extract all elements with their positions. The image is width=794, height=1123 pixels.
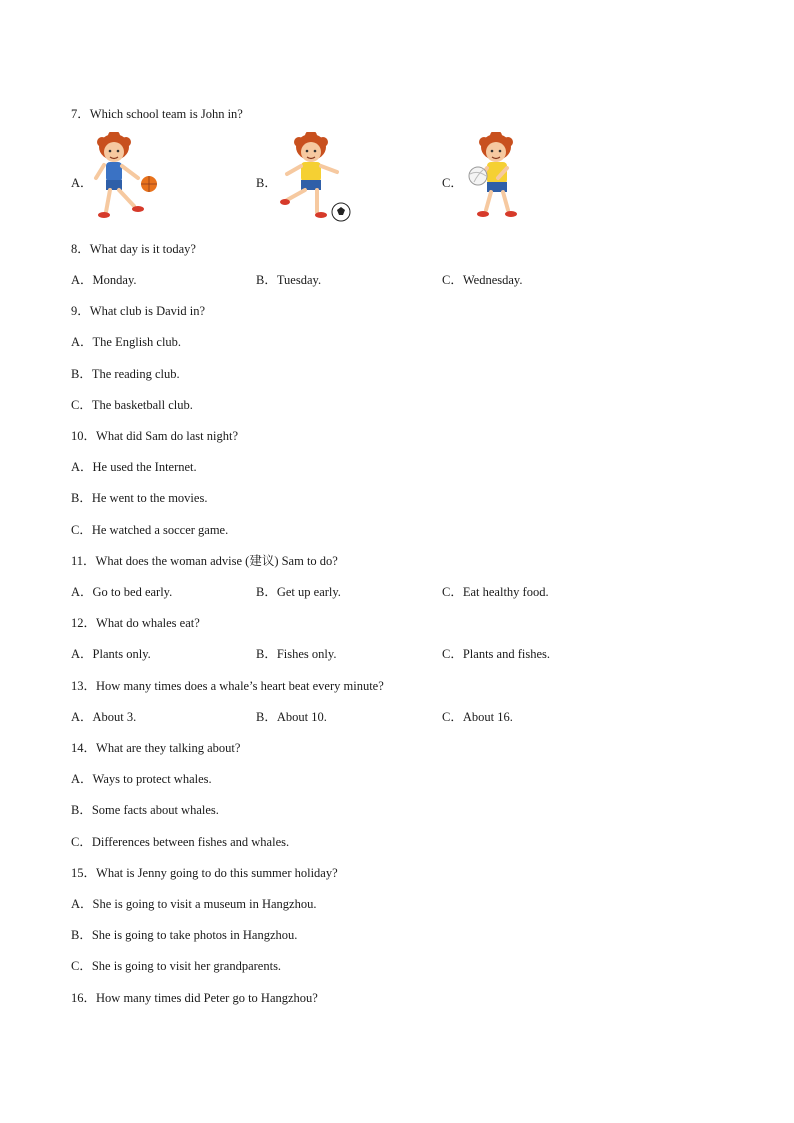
question-text: What are they talking about? bbox=[96, 741, 241, 755]
option-letter: B． bbox=[256, 273, 277, 287]
option-text: He went to the movies. bbox=[91, 491, 208, 505]
question-16 bbox=[71, 988, 318, 1006]
option-letter: B． bbox=[256, 647, 277, 661]
option-b[interactable] bbox=[71, 364, 180, 382]
question-number: 9． bbox=[71, 304, 90, 318]
option-c[interactable] bbox=[71, 956, 281, 974]
option-c[interactable] bbox=[442, 707, 513, 725]
option-letter: A． bbox=[71, 647, 93, 661]
option-b[interactable] bbox=[256, 707, 327, 725]
question-number: 13． bbox=[71, 679, 97, 693]
option-a[interactable] bbox=[71, 457, 197, 475]
question-text: How many times did Peter go to Hangzhou? bbox=[96, 991, 318, 1005]
option-a[interactable] bbox=[71, 707, 136, 725]
option-text: The English club. bbox=[92, 335, 182, 349]
option-text: Ways to protect whales. bbox=[92, 772, 212, 786]
option-letter-b[interactable]: B． bbox=[256, 176, 277, 190]
question-text: Which school team is John in? bbox=[89, 107, 243, 121]
question-number: 16． bbox=[71, 991, 97, 1005]
option-letter: A． bbox=[71, 273, 93, 287]
option-text: Fishes only. bbox=[276, 647, 337, 661]
option-text: Plants and fishes. bbox=[462, 647, 550, 661]
option-letter: C． bbox=[442, 710, 463, 724]
option-letter: A． bbox=[71, 460, 93, 474]
option-a[interactable] bbox=[71, 644, 151, 662]
option-a[interactable] bbox=[71, 332, 181, 350]
option-text: She is going to visit a museum in Hangzhou. bbox=[92, 897, 317, 911]
option-c[interactable] bbox=[442, 582, 549, 600]
option-letter: A． bbox=[71, 710, 93, 724]
question-11 bbox=[71, 551, 338, 569]
option-letter: C． bbox=[442, 273, 463, 287]
option-text: She is going to visit her grandparents. bbox=[91, 959, 282, 973]
option-text: Plants only. bbox=[92, 647, 151, 661]
question-13 bbox=[71, 676, 384, 694]
option-a[interactable] bbox=[71, 769, 212, 787]
option-text: Eat healthy food. bbox=[462, 585, 549, 599]
option-text: Monday. bbox=[92, 273, 137, 287]
question-number: 11． bbox=[71, 554, 96, 568]
option-text: He used the Internet. bbox=[92, 460, 197, 474]
option-c[interactable] bbox=[71, 395, 193, 413]
option-text: The reading club. bbox=[91, 367, 180, 381]
question-8 bbox=[71, 239, 196, 257]
option-letter: C． bbox=[71, 523, 92, 537]
option-c[interactable] bbox=[71, 520, 228, 538]
option-letter: C． bbox=[442, 585, 463, 599]
option-a[interactable] bbox=[71, 582, 172, 600]
option-letter: A． bbox=[71, 585, 93, 599]
question-14 bbox=[71, 738, 240, 756]
question-number: 8． bbox=[71, 242, 90, 256]
option-letter: B． bbox=[71, 928, 92, 942]
question-number: 12． bbox=[71, 616, 97, 630]
option-letter: B． bbox=[71, 803, 92, 817]
option-b[interactable] bbox=[71, 925, 297, 943]
option-letter: C． bbox=[71, 398, 92, 412]
question-number: 14． bbox=[71, 741, 97, 755]
question-text: What does the woman advise (建议) Sam to do? bbox=[95, 554, 338, 568]
option-text: Wednesday. bbox=[462, 273, 523, 287]
question-text: What do whales eat? bbox=[96, 616, 200, 630]
question-7 bbox=[71, 104, 243, 122]
question-number: 7． bbox=[71, 107, 90, 121]
option-letter: A． bbox=[71, 772, 93, 786]
option-text: About 10. bbox=[276, 710, 327, 724]
option-c[interactable] bbox=[442, 270, 522, 288]
option-letter-c[interactable]: C． bbox=[442, 176, 463, 190]
option-letter: A． bbox=[71, 897, 93, 911]
option-text: About 3. bbox=[92, 710, 137, 724]
boy-basketball-icon bbox=[92, 132, 162, 224]
option-letter: C． bbox=[71, 835, 92, 849]
option-text: Differences between fishes and whales. bbox=[91, 835, 290, 849]
option-letter: A． bbox=[71, 335, 93, 349]
option-a[interactable] bbox=[71, 894, 316, 912]
question-12 bbox=[71, 613, 200, 631]
option-text: Get up early. bbox=[276, 585, 341, 599]
question-text: What is Jenny going to do this summer holiday? bbox=[96, 866, 338, 880]
option-b[interactable] bbox=[256, 582, 341, 600]
option-letter: B． bbox=[71, 367, 92, 381]
option-text: The basketball club. bbox=[91, 398, 193, 412]
option-letter: B． bbox=[256, 710, 277, 724]
question-text: What did Sam do last night? bbox=[96, 429, 239, 443]
option-c[interactable] bbox=[71, 832, 289, 850]
option-text: Go to bed early. bbox=[92, 585, 173, 599]
boy-volleyball-icon bbox=[466, 132, 526, 224]
question-10 bbox=[71, 426, 238, 444]
question-text: What day is it today? bbox=[89, 242, 196, 256]
boy-soccer-icon bbox=[279, 132, 355, 224]
option-text: Tuesday. bbox=[276, 273, 322, 287]
question-number: 10． bbox=[71, 429, 97, 443]
option-text: About 16. bbox=[462, 710, 513, 724]
question-text: What club is David in? bbox=[89, 304, 206, 318]
question-15 bbox=[71, 863, 338, 881]
option-b[interactable] bbox=[256, 270, 321, 288]
option-b[interactable] bbox=[256, 644, 336, 662]
option-a[interactable] bbox=[71, 270, 137, 288]
question-9 bbox=[71, 301, 205, 319]
question-number: 15． bbox=[71, 866, 97, 880]
option-letter: C． bbox=[71, 959, 92, 973]
option-b[interactable] bbox=[71, 800, 219, 818]
option-b[interactable] bbox=[71, 488, 207, 506]
option-text: He watched a soccer game. bbox=[91, 523, 229, 537]
option-letter: C． bbox=[442, 647, 463, 661]
option-letter-a[interactable]: A． bbox=[71, 176, 93, 190]
option-letter: B． bbox=[71, 491, 92, 505]
option-text: She is going to take photos in Hangzhou. bbox=[91, 928, 298, 942]
option-c[interactable] bbox=[442, 644, 550, 662]
option-letter: B． bbox=[256, 585, 277, 599]
question-text: How many times does a whale’s heart beat every minute? bbox=[96, 679, 384, 693]
option-text: Some facts about whales. bbox=[91, 803, 219, 817]
